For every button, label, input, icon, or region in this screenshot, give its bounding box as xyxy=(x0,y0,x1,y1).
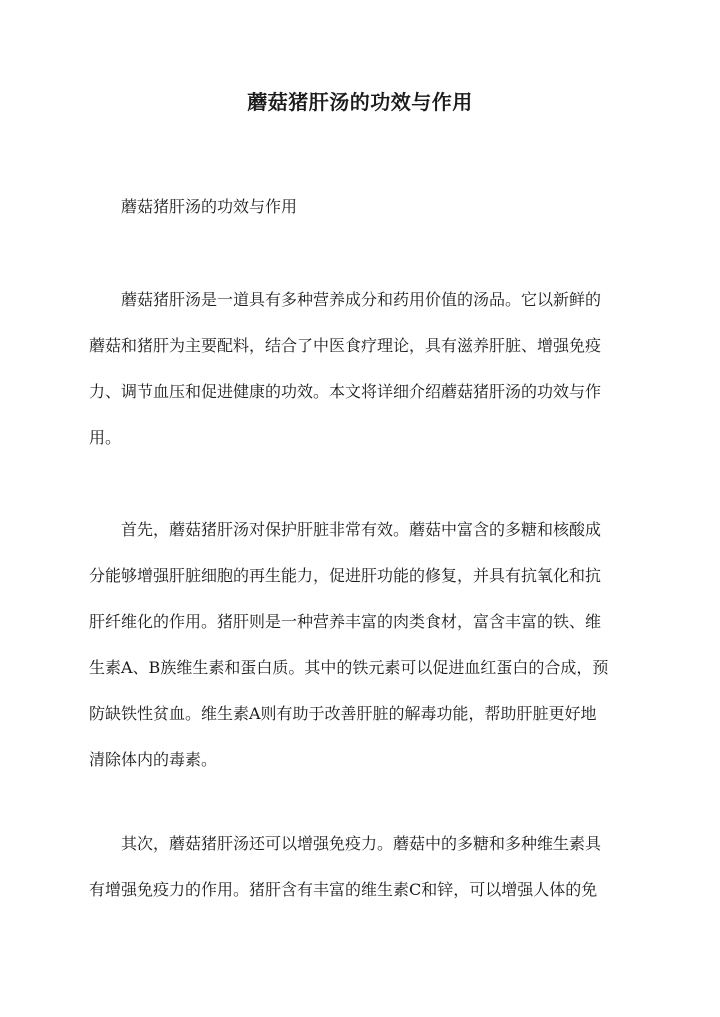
document-title: 蘑菇猪肝汤的功效与作用 xyxy=(247,90,473,114)
paragraph-line: 其次，蘑菇猪肝汤还可以增强免疫力。蘑菇中的多糖和多种维生素具 xyxy=(121,834,602,853)
paragraph-line: 力、调节血压和促进健康的功效。本文将详细介绍蘑菇猪肝汤的功效与作 xyxy=(89,382,602,401)
paragraph-line: 分能够增强肝脏细胞的再生能力，促进肝功能的修复，并具有抗氧化和抗 xyxy=(89,566,602,585)
paragraph-line: 生素A、B族维生素和蛋白质。其中的铁元素可以促进血红蛋白的合成，预 xyxy=(89,658,609,677)
paragraph-line: 肝纤维化的作用。猪肝则是一种营养丰富的肉类食材，富含丰富的铁、维 xyxy=(89,612,602,631)
paragraph-line: 用。 xyxy=(89,428,122,447)
paragraph-liver-protection xyxy=(89,517,637,793)
paragraph-intro xyxy=(89,287,637,471)
paragraph-line: 清除体内的毒素。 xyxy=(89,750,218,769)
paragraph-line: 蘑菇猪肝汤是一道具有多种营养成分和药用价值的汤品。它以新鲜的 xyxy=(121,290,602,309)
paragraph-line: 防缺铁性贫血。维生素A则有助于改善肝脏的解毒功能，帮助肝脏更好地 xyxy=(89,704,597,723)
document-subtitle: 蘑菇猪肝汤的功效与作用 xyxy=(121,197,298,216)
paragraph-line: 首先，蘑菇猪肝汤对保护肝脏非常有效。蘑菇中富含的多糖和核酸成 xyxy=(121,520,602,539)
paragraph-line: 蘑菇和猪肝为主要配料，结合了中医食疗理论，具有滋养肝脏、增强免疫 xyxy=(89,336,602,355)
paragraph-line: 有增强免疫力的作用。猪肝含有丰富的维生素C和锌，可以增强人体的免 xyxy=(89,880,598,899)
paragraph-immunity xyxy=(89,831,637,923)
